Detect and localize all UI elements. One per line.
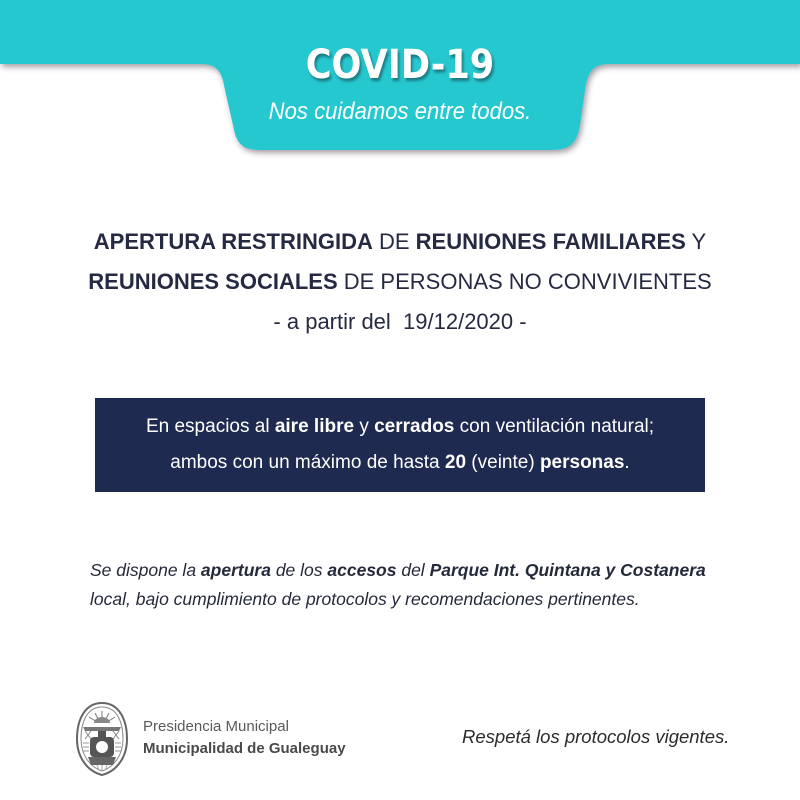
headline-segment: DE PERSONAS NO CONVIVIENTES [337, 269, 712, 294]
headline-line-2 [0, 262, 800, 302]
footer-slogan: Respetá los protocolos vigentes. [462, 726, 730, 747]
page-subtitle: Nos cuidamos entre todos. [268, 98, 532, 125]
parque-notice [90, 556, 730, 614]
headline-segment: DE [372, 229, 416, 254]
notice-bold-segment: cerrados [374, 416, 455, 437]
headline [0, 222, 800, 342]
parque-bold-segment: Parque Int. Quintana y Costanera [429, 560, 706, 580]
parque-line-1 [90, 556, 730, 585]
notice-bold-segment: aire libre [274, 416, 355, 437]
parque-bold-segment: apertura [200, 560, 271, 580]
page-title: COVID-19 [305, 42, 495, 88]
notice-segment: y [354, 416, 375, 437]
notice-segment: con ventilación natural; [454, 416, 655, 437]
notice-bold-segment: personas [539, 452, 625, 473]
notice-segment: (veinte) [466, 452, 540, 473]
parque-segment: del [396, 560, 430, 580]
headline-segment: Y [685, 229, 707, 254]
notice-bold-segment: 20 [444, 452, 467, 473]
parque-segment: Se dispone la [90, 560, 201, 580]
headline-bold-segment: REUNIONES SOCIALES [88, 269, 338, 294]
municipal-crest-icon [75, 701, 129, 777]
headline-date-line: - a partir del 19/12/2020 - [273, 309, 527, 334]
org-line-1: Presidencia Municipal [143, 718, 289, 735]
notice-segment: En espacios al [145, 416, 275, 437]
notice-box [95, 398, 705, 492]
parque-segment: de los [270, 560, 328, 580]
notice-line-2 [95, 445, 705, 481]
headline-bold-segment: REUNIONES FAMILIARES [415, 229, 686, 254]
notice-segment: ambos con un máximo de hasta [170, 452, 445, 473]
org-line-2: Municipalidad de Gualeguay [143, 740, 346, 757]
organization-name [143, 716, 346, 760]
headline-bold-segment: APERTURA RESTRINGIDA [93, 229, 373, 254]
notice-line-1 [95, 409, 705, 445]
parque-line-2: local, bajo cumplimiento de protocolos y recomendaciones pertinentes. [90, 589, 640, 609]
notice-segment: . [624, 452, 630, 473]
parque-bold-segment: accesos [327, 560, 397, 580]
headline-line-1 [0, 222, 800, 262]
